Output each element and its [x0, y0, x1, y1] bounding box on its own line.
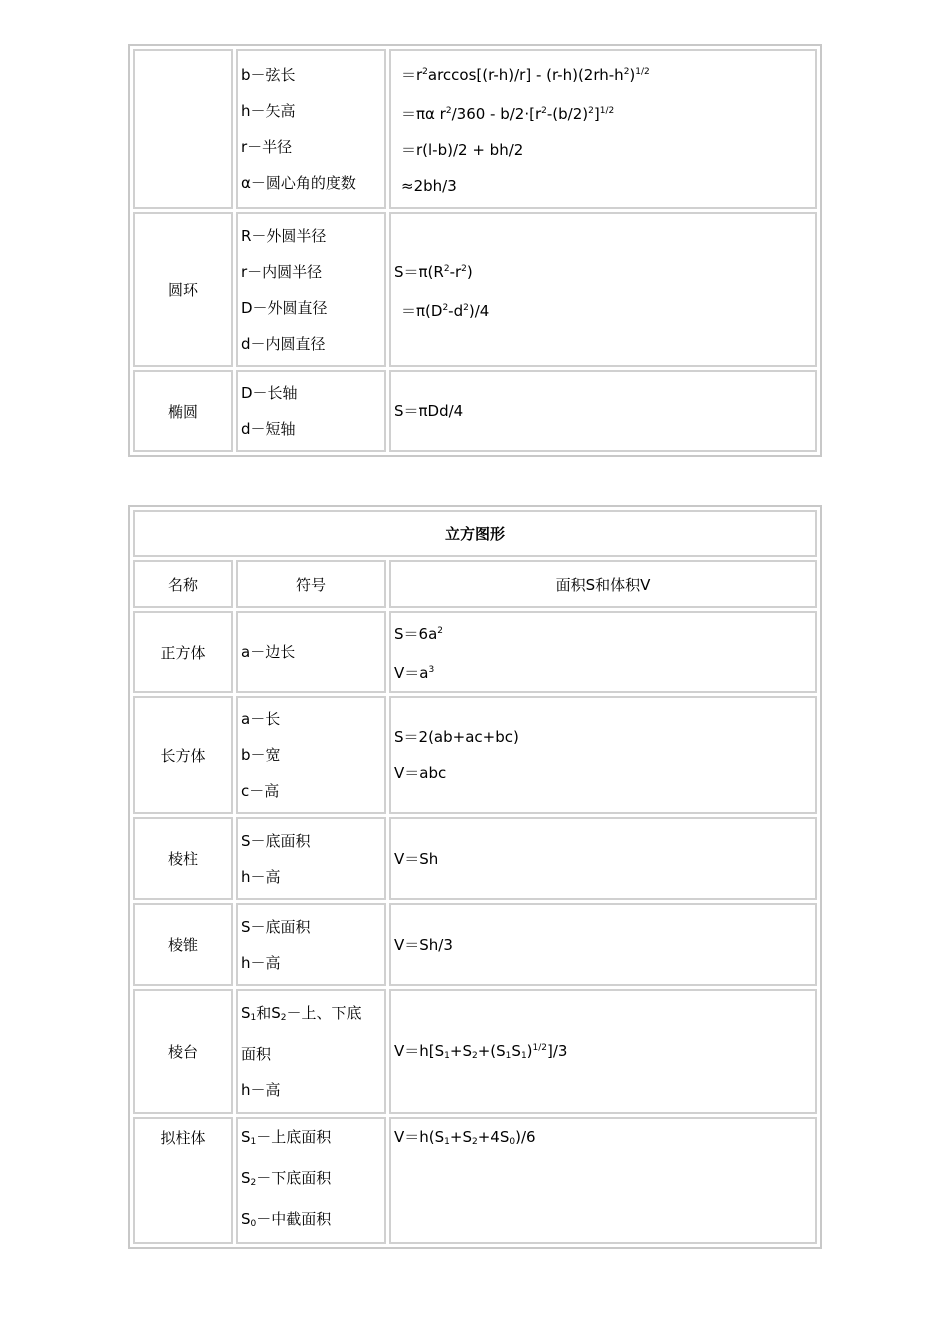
solid-figures-table — [128, 505, 822, 1249]
symbol-line: d－短轴 — [241, 420, 296, 438]
plane-figures-table — [128, 44, 822, 457]
symbol-line: α－圆心角的度数 — [241, 174, 356, 192]
formula-cell — [389, 49, 817, 209]
symbols-cell — [236, 611, 386, 693]
column-header-symbol: 符号 — [236, 560, 386, 608]
symbol-line: h－矢高 — [241, 102, 296, 120]
formula-line: S＝πDd/4 — [394, 402, 464, 420]
formula-cell — [389, 611, 817, 693]
formula-line: $S=6a^2$ — [394, 625, 443, 643]
symbol-line: b－弦长 — [241, 66, 296, 84]
formula-cell — [389, 817, 817, 900]
symbol-line: $S_2-$下底面积 — [241, 1169, 332, 1188]
symbol-line: r－内圆半径 — [241, 262, 323, 281]
shape-name: 长方体 — [133, 696, 233, 814]
symbol-line: $S_1$和$S_2-$上、下底 — [241, 1004, 362, 1023]
formula-cell — [389, 1117, 817, 1244]
shape-name: 拟柱体 — [133, 1117, 233, 1244]
symbol-line: h－高 — [241, 1081, 281, 1099]
symbol-line: b－宽 — [241, 746, 281, 764]
symbol-line: c－高 — [241, 782, 280, 800]
symbol-line: $S_0-$中截面积 — [241, 1210, 332, 1229]
symbols-cell — [236, 1117, 386, 1244]
formula-line: V＝Sh/3 — [394, 935, 453, 954]
formula-cell — [389, 370, 817, 452]
table-row — [133, 696, 817, 814]
symbols-cell — [236, 817, 386, 900]
symbol-line: d－内圆直径 — [241, 334, 326, 353]
symbol-line: D－长轴 — [241, 384, 298, 402]
table-row — [133, 989, 817, 1114]
table-title-row — [133, 510, 817, 557]
symbols-cell — [236, 696, 386, 814]
table-row — [133, 370, 817, 452]
symbol-line: h－高 — [241, 953, 281, 972]
symbols-cell — [236, 49, 386, 209]
symbol-line: $S_1-$上底面积 — [241, 1128, 332, 1147]
table-row — [133, 212, 817, 367]
formula-line: $V=h[S_1+S_2+(S_1S_1)^{1/2}]/3$ — [394, 1041, 568, 1061]
symbols-cell — [236, 212, 386, 367]
shape-name: 正方体 — [133, 611, 233, 693]
formula-cell — [389, 903, 817, 986]
symbols-cell — [236, 903, 386, 986]
symbol-line: h－高 — [241, 867, 281, 886]
formula-line: $V=h(S_1+S_2+4S_0)/6$ — [394, 1128, 536, 1147]
formula-line: V＝abc — [394, 764, 447, 782]
formula-line: $=r^2\arccos[(r-h)/r] - (r-h)(2rh-h^2)^{1/2}$ — [401, 66, 650, 84]
symbol-line: a－长 — [241, 710, 281, 728]
formula-line: $S=\pi(R^2-r^2)$ — [394, 262, 473, 281]
table-row — [133, 611, 817, 693]
formula-line: ＝πα $r^2/360 - b/2\cdot[r^2-(b/2)^2]^{1/2}$ — [401, 105, 615, 123]
formula-line: S＝2(ab+ac+bc) — [394, 728, 519, 746]
shape-name — [133, 49, 233, 209]
shape-name: 棱台 — [133, 989, 233, 1114]
table-header-row — [133, 560, 817, 608]
table-row — [133, 817, 817, 900]
formula-line: V＝Sh — [394, 849, 439, 868]
shape-name: 棱锥 — [133, 903, 233, 986]
symbols-cell — [236, 370, 386, 452]
table-row — [133, 903, 817, 986]
symbol-line: r－半径 — [241, 138, 293, 156]
column-header-formula: 面积S和体积V — [389, 560, 817, 608]
column-header-name: 名称 — [133, 560, 233, 608]
symbols-cell — [236, 989, 386, 1114]
table-row — [133, 1117, 817, 1244]
table-title: 立方图形 — [133, 510, 817, 557]
formula-cell — [389, 212, 817, 367]
shape-name: 圆环 — [133, 212, 233, 367]
formula-line: $V=a^3$ — [394, 664, 435, 682]
symbol-line: 面积 — [241, 1045, 272, 1063]
symbol-line: R－外圆半径 — [241, 226, 327, 245]
shape-name: 棱柱 — [133, 817, 233, 900]
formula-line: ≈2bh/3 — [401, 177, 457, 195]
formula-line: $=\pi(D^2-d^2)/4$ — [401, 301, 490, 320]
formula-cell — [389, 696, 817, 814]
formula-line: ＝r(l-b)/2 + bh/2 — [401, 141, 524, 159]
table-row — [133, 49, 817, 209]
formula-cell — [389, 989, 817, 1114]
shape-name: 椭圆 — [133, 370, 233, 452]
symbol-line: S－底面积 — [241, 831, 311, 850]
symbol-line: S－底面积 — [241, 917, 311, 936]
symbol-line: a－边长 — [241, 643, 296, 661]
symbol-line: D－外圆直径 — [241, 298, 328, 317]
